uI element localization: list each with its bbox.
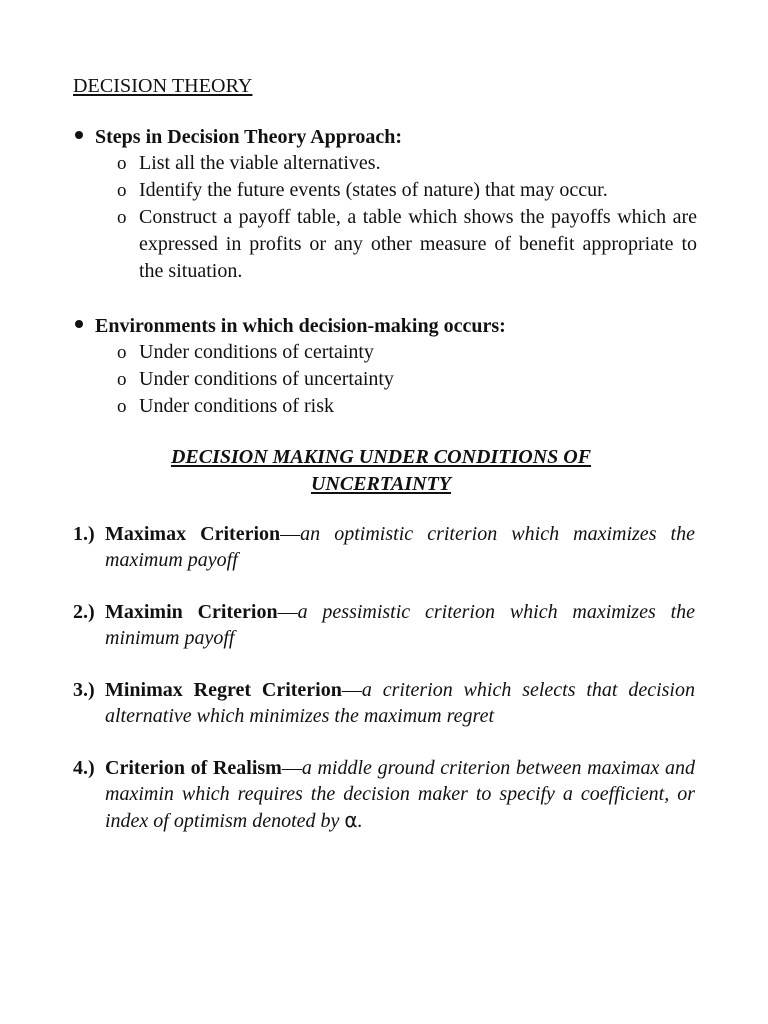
steps-heading: Steps in Decision Theory Approach: (95, 126, 403, 148)
environment-text: Under conditions of risk (139, 395, 334, 417)
bullet-icon (75, 320, 83, 328)
circle-bullet-icon: o (117, 153, 127, 174)
document-title: DECISION THEORY (73, 75, 253, 97)
criterion-name: Maximin Criterion (105, 601, 278, 623)
criterion-name: Minimax Regret Criterion (105, 679, 342, 701)
environments-section (73, 313, 703, 420)
uncertainty-heading-text: DECISION MAKING UNDER CONDITIONS OF UNCERTAINTY (170, 446, 592, 495)
circle-bullet-icon: o (117, 207, 127, 228)
uncertainty-heading (120, 444, 642, 498)
criterion-name: Criterion of Realism (105, 757, 282, 779)
environment-text: Under conditions of certainty (139, 341, 374, 363)
criterion-number: 2.) (73, 601, 95, 623)
environments-heading-row (73, 313, 703, 339)
step-text: List all the viable alternatives. (139, 152, 381, 174)
criterion-end: . (357, 810, 363, 832)
criterion-description: a pessimistic criterion which maximizes the minimum payoff (105, 601, 695, 649)
step-text: Identify the future events (states of nature) that may occur. (139, 179, 608, 201)
criterion-number: 4.) (73, 757, 95, 779)
list-item (73, 150, 703, 177)
circle-bullet-icon: o (117, 369, 127, 390)
steps-list (73, 150, 703, 285)
criterion-name: Maximax Criterion (105, 523, 281, 545)
criterion-dash: — (280, 523, 301, 545)
criterion-dash: — (277, 601, 298, 623)
steps-section (73, 124, 703, 285)
environment-text: Under conditions of uncertainty (139, 368, 394, 390)
list-item (73, 204, 703, 285)
criterion-body (105, 599, 695, 651)
criterion-dash: — (341, 679, 362, 701)
criterion-item (73, 521, 695, 573)
criterion-description: an optimistic criterion which maximizes the maximum payoff (105, 523, 695, 571)
circle-bullet-icon: o (117, 342, 127, 363)
criterion-description: a criterion which selects that decision alternative which minimizes the maximum regret (105, 679, 695, 727)
bullet-icon (75, 131, 83, 139)
criterion-item (73, 599, 695, 651)
circle-bullet-icon: o (117, 396, 127, 417)
alpha-symbol: α (344, 808, 358, 832)
criterion-item (73, 755, 695, 834)
environments-heading: Environments in which decision-making occurs: (95, 315, 506, 337)
steps-heading-row (73, 124, 703, 150)
criterion-number: 3.) (73, 679, 95, 701)
list-item (73, 393, 703, 420)
list-item (73, 339, 703, 366)
list-item (73, 366, 703, 393)
environments-list (73, 339, 703, 420)
list-item (73, 177, 703, 204)
step-text: Construct a payoff table, a table which shows the payoffs which are expressed in profits or any other measure of benefit appropriate to the situation. (139, 206, 697, 282)
criterion-dash: — (281, 757, 302, 779)
circle-bullet-icon: o (117, 180, 127, 201)
criterion-body (105, 521, 695, 573)
criterion-item (73, 677, 695, 729)
criterion-number: 1.) (73, 523, 95, 545)
criterion-description: a middle ground criterion between maximax and maximin which requires the decision maker to specify a coefficient, or index of optimism denoted by (105, 757, 695, 832)
criterion-body (105, 677, 695, 729)
criterion-body (105, 755, 695, 834)
